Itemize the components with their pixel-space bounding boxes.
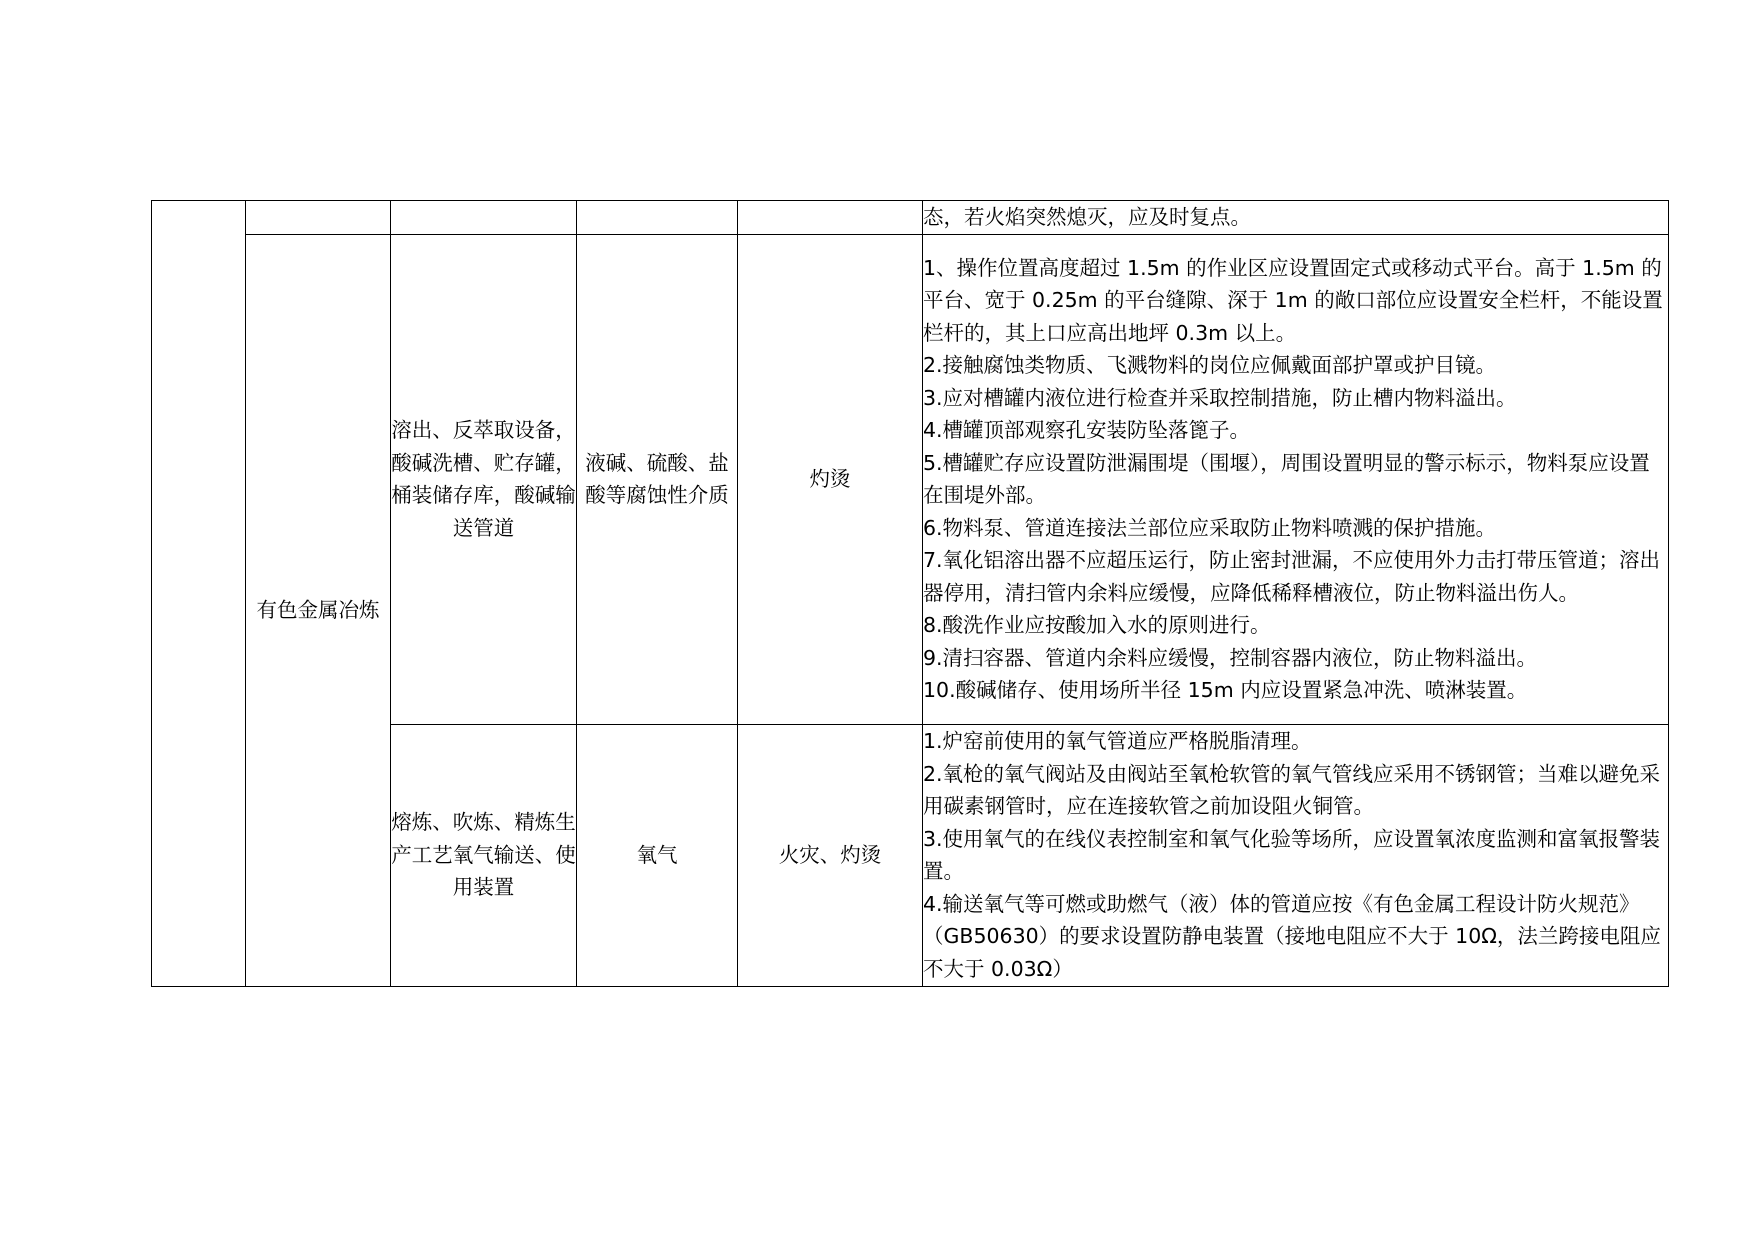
measures-cell bbox=[923, 724, 1669, 986]
measure-item: 4.槽罐顶部观察孔安装防坠落篦子。 bbox=[923, 418, 1251, 442]
measure-item: 6.物料泵、管道连接法兰部位应采取防止物料喷溅的保护措施。 bbox=[923, 515, 1497, 540]
hazard-text: 灼烫 bbox=[809, 466, 851, 491]
industry-label: 有色金属冶炼 bbox=[256, 597, 380, 622]
medium-text: 氧气 bbox=[636, 842, 678, 867]
measures-cell bbox=[923, 201, 1669, 235]
measure-item: 8.酸洗作业应按酸加入水的原则进行。 bbox=[923, 613, 1271, 637]
measure-item: 2.氧枪的氧气阀站及由阀站至氧枪软管的氧气管线应采用不锈钢管；当难以避免采用碳素钢管时，应在连接软管之前加设阻火铜管。 bbox=[923, 761, 1661, 818]
equipment-cell bbox=[391, 234, 577, 724]
industry-cell bbox=[246, 234, 391, 986]
medium-cell bbox=[577, 234, 738, 724]
measure-item: 2.接触腐蚀类物质、飞溅物料的岗位应佩戴面部护罩或护目镜。 bbox=[923, 353, 1497, 377]
table-row-continued bbox=[152, 201, 1669, 235]
hazard-cell bbox=[738, 234, 923, 724]
medium-text: 液碱、硫酸、盐酸等腐蚀性介质 bbox=[585, 450, 729, 507]
measure-item: 4.输送氧气等可燃或助燃气（液）体的管道应按《有色金属工程设计防火规范》（GB50630）的要求设置防静电装置（接地电阻应不大于 10Ω，法兰跨接电阻应不大于 0.03Ω） bbox=[923, 891, 1661, 981]
measure-item: 态，若火焰突然熄灭，应及时复点。 bbox=[923, 205, 1251, 229]
equipment-cell-empty bbox=[391, 201, 577, 235]
equipment-text: 熔炼、吹炼、精炼生产工艺氧气输送、使用装置 bbox=[391, 810, 576, 900]
table-row bbox=[152, 234, 1669, 724]
measure-item: 5.槽罐贮存应设置防泄漏围堤（围堰），周围设置明显的警示标示，物料泵应设置在围堤外部。 bbox=[923, 450, 1650, 507]
measure-item: 1.炉窑前使用的氧气管道应严格脱脂清理。 bbox=[923, 729, 1312, 753]
hazard-cell-empty bbox=[738, 201, 923, 235]
category-cell-empty bbox=[152, 201, 246, 987]
measure-item: 1、操作位置高度超过 1.5m 的作业区应设置固定式或移动式平台。高于 1.5m 的平台、宽于 0.25m 的平台缝隙、深于 1m 的敞口部位应设置安全栏杆，不能设置栏杆的，其上口应高出地坪 0.3m 以上。 bbox=[923, 255, 1663, 345]
measure-item: 3.使用氧气的在线仪表控制室和氧气化验等场所，应设置氧浓度监测和富氧报警装置。 bbox=[923, 826, 1661, 883]
document-page bbox=[151, 200, 1668, 987]
hazard-text: 火灾、灼烫 bbox=[778, 842, 882, 867]
measure-item: 9.清扫容器、管道内余料应缓慢，控制容器内液位，防止物料溢出。 bbox=[923, 645, 1538, 670]
industry-cell-empty bbox=[246, 201, 391, 235]
measure-item: 7.氧化铝溶出器不应超压运行，防止密封泄漏，不应使用外力击打带压管道；溶出器停用，清扫管内余料应缓慢，应降低稀释槽液位，防止物料溢出伤人。 bbox=[923, 548, 1661, 605]
medium-cell-empty bbox=[577, 201, 738, 235]
hazard-cell bbox=[738, 724, 923, 986]
medium-cell bbox=[577, 724, 738, 986]
measures-cell bbox=[923, 234, 1669, 724]
equipment-cell bbox=[391, 724, 577, 986]
measure-item: 10.酸碱储存、使用场所半径 15m 内应设置紧急冲洗、喷淋装置。 bbox=[923, 678, 1528, 702]
equipment-text: 溶出、反萃取设备，酸碱洗槽、贮存罐，桶装储存库，酸碱输送管道 bbox=[391, 418, 576, 540]
measure-item: 3.应对槽罐内液位进行检查并采取控制措施，防止槽内物料溢出。 bbox=[923, 385, 1517, 410]
safety-measures-table bbox=[151, 200, 1669, 987]
